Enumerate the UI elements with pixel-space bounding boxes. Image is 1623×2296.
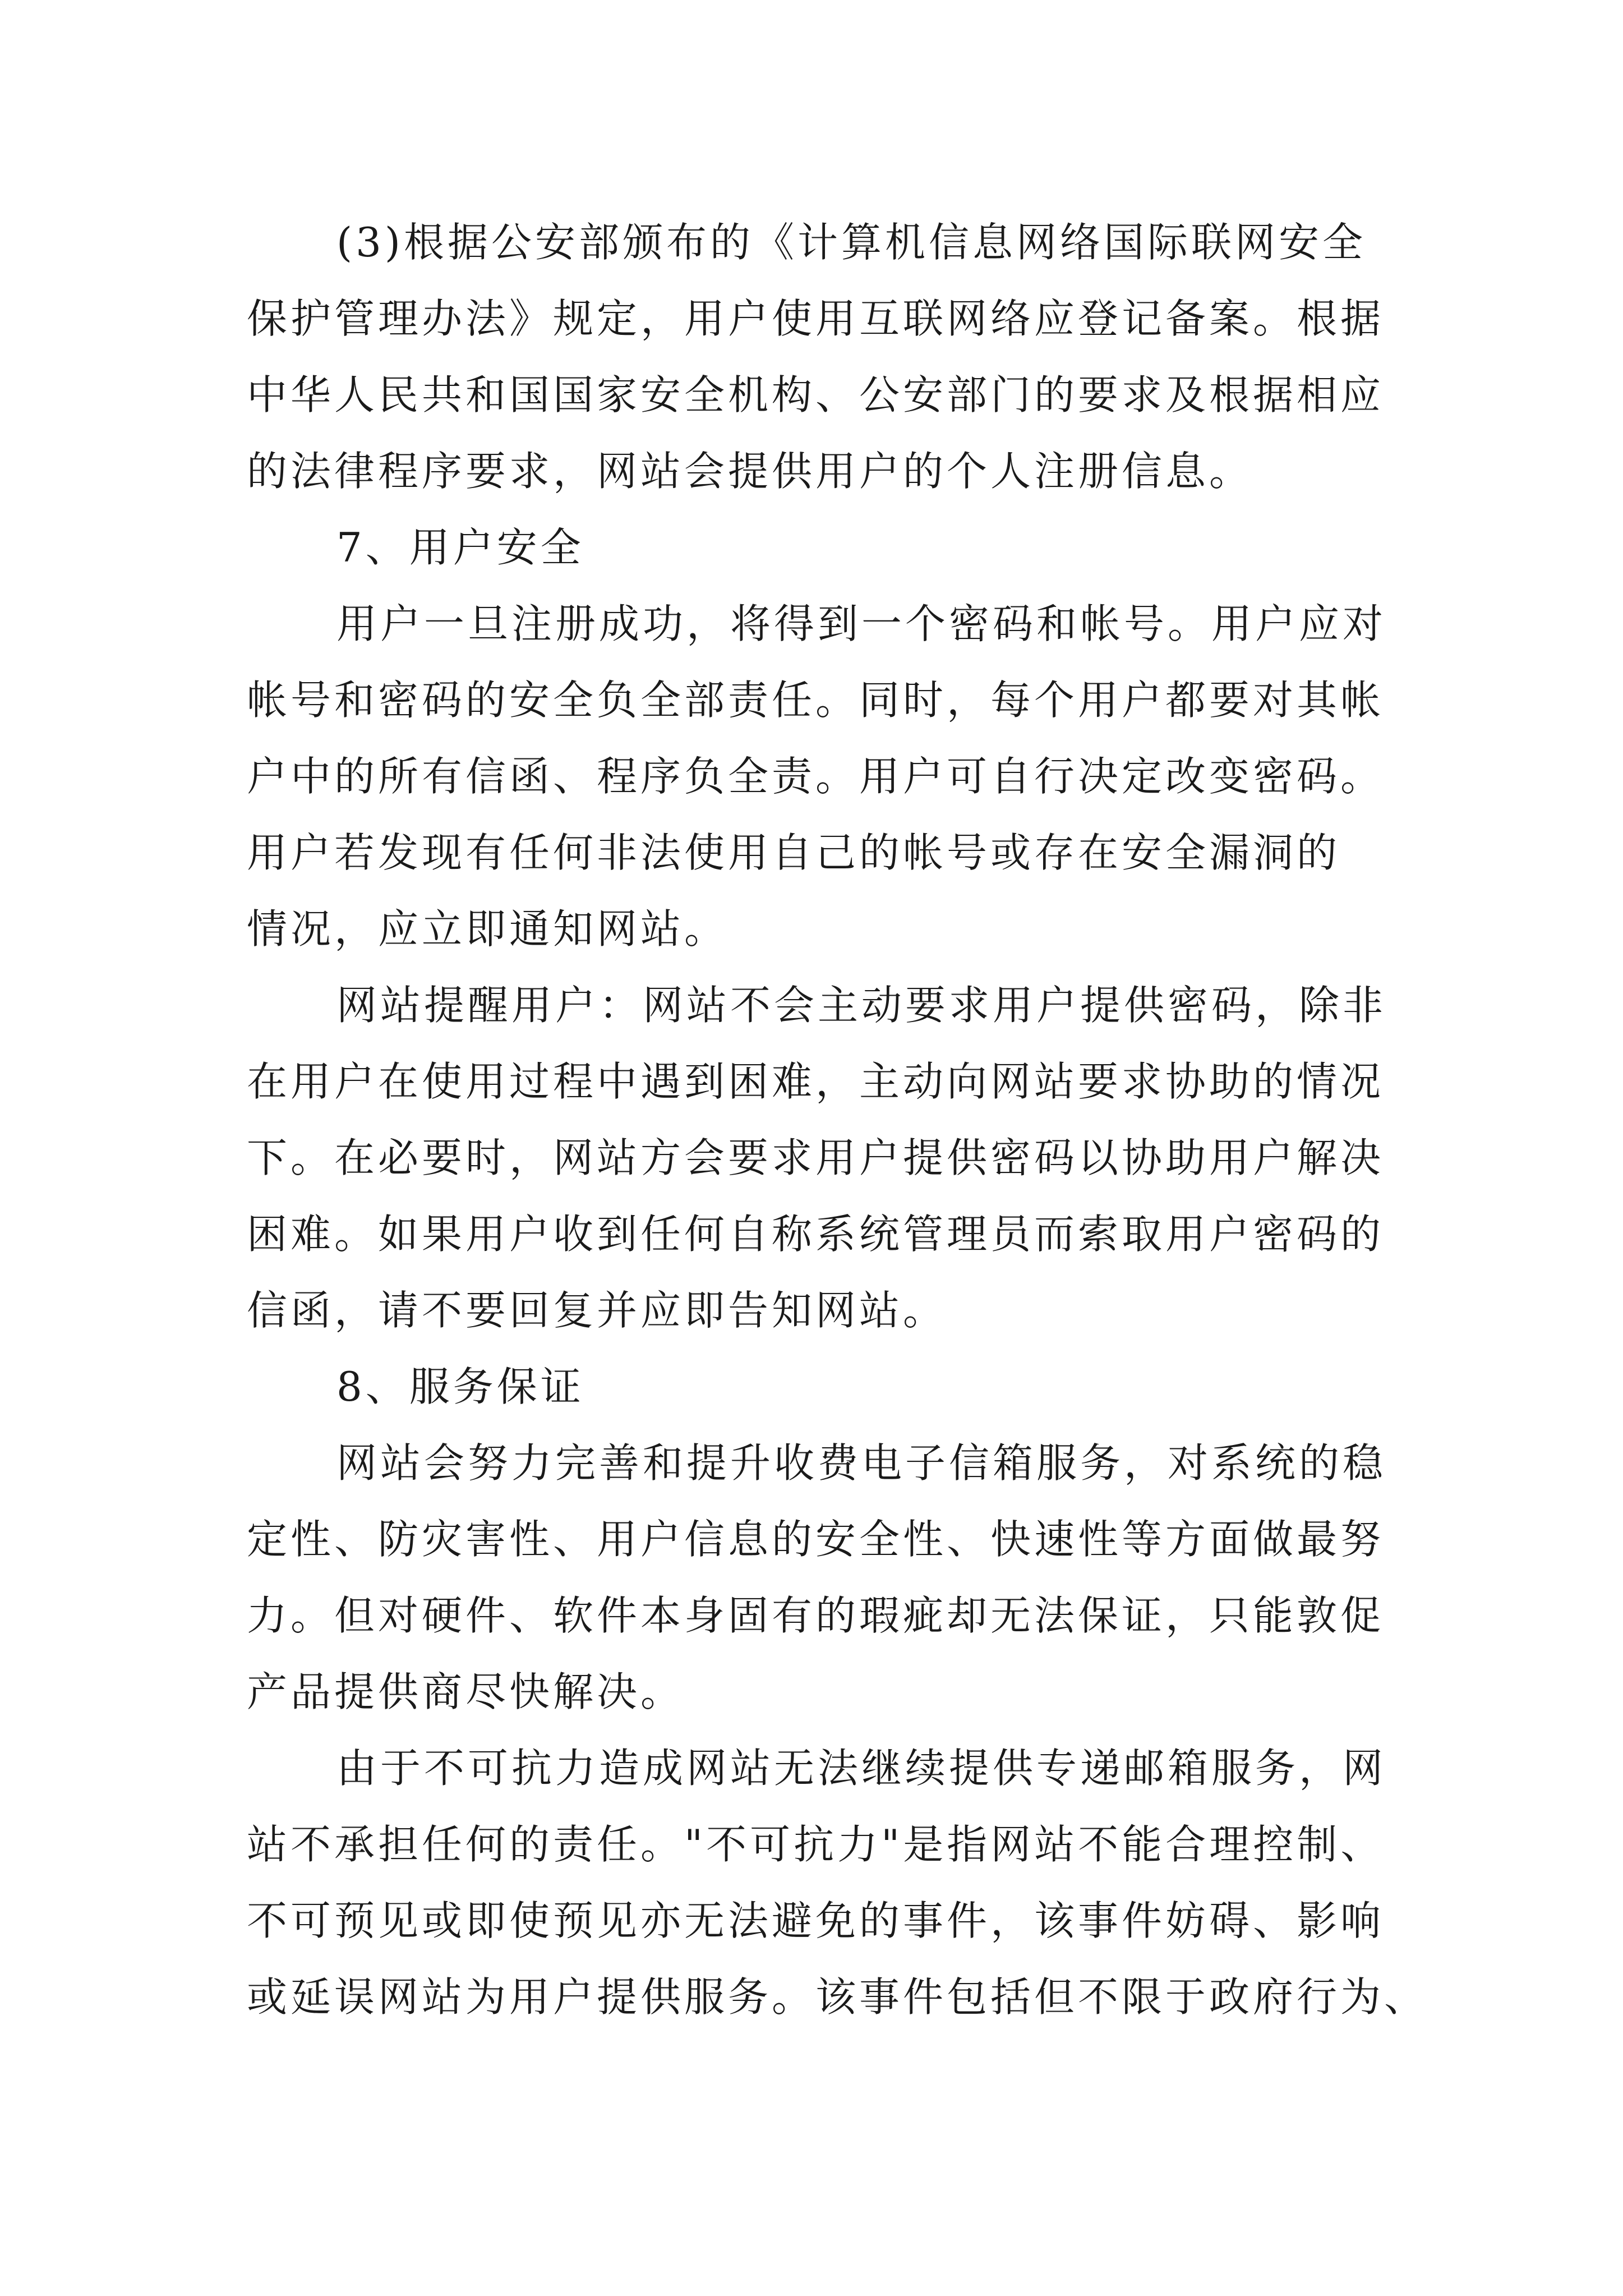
paragraph-3-line-3: 户中的所有信函、程序负全责。用户可自行决定改变密码。	[247, 753, 1385, 800]
paragraph-6-line-3: 力。但对硬件、软件本身固有的瑕疵却无法保证，只能敦促	[247, 1592, 1385, 1639]
paragraph-4-line-3: 下。在必要时，网站方会要求用户提供密码以协助用户解决	[247, 1134, 1385, 1181]
paragraph-1-line-2: 保护管理办法》规定，用户使用互联网络应登记备案。根据	[247, 295, 1385, 342]
paragraph-1-line-3: 中华人民共和国国家安全机构、公安部门的要求及根据相应	[247, 371, 1385, 418]
section-heading-user-security: 7、用户安全	[336, 524, 584, 571]
paragraph-6-line-1: 网站会努力完善和提升收费电子信箱服务，对系统的稳	[336, 1439, 1387, 1487]
paragraph-6-line-4: 产品提供商尽快解决。	[247, 1668, 685, 1715]
section-heading-service-guarantee: 8、服务保证	[336, 1363, 584, 1410]
paragraph-4-line-2: 在用户在使用过程中遇到困难，主动向网站要求协助的情况	[247, 1058, 1385, 1105]
paragraph-4-line-4: 困难。如果用户收到任何自称系统管理员而索取用户密码的	[247, 1211, 1385, 1258]
paragraph-3-line-4: 用户若发现有任何非法使用自己的帐号或存在安全漏洞的	[247, 829, 1341, 876]
paragraph-7-line-4: 或延误网站为用户提供服务。该事件包括但不限于政府行为、	[247, 1973, 1428, 2021]
paragraph-4-line-5: 信函，请不要回复并应即告知网站。	[247, 1287, 947, 1334]
paragraph-6-line-2: 定性、防灾害性、用户信息的安全性、快速性等方面做最努	[247, 1516, 1385, 1563]
paragraph-7-line-1: 由于不可抗力造成网站无法继续提供专递邮箱服务，网	[336, 1745, 1387, 1792]
paragraph-7-line-2: 站不承担任何的责任。"不可抗力"是指网站不能合理控制、	[247, 1821, 1385, 1868]
paragraph-7-line-3: 不可预见或即使预见亦无法避免的事件，该事件妨碍、影响	[247, 1897, 1385, 1944]
paragraph-3-line-5: 情况，应立即通知网站。	[247, 905, 728, 953]
paragraph-1-line-1: (3)根据公安部颁布的《计算机信息网络国际联网安全	[336, 219, 1366, 266]
paragraph-3-line-1: 用户一旦注册成功，将得到一个密码和帐号。用户应对	[336, 600, 1387, 647]
paragraph-4-line-1: 网站提醒用户：网站不会主动要求用户提供密码，除非	[336, 982, 1387, 1029]
paragraph-1-line-4: 的法律程序要求，网站会提供用户的个人注册信息。	[247, 448, 1253, 495]
paragraph-3-line-2: 帐号和密码的安全负全部责任。同时，每个用户都要对其帐	[247, 677, 1385, 724]
